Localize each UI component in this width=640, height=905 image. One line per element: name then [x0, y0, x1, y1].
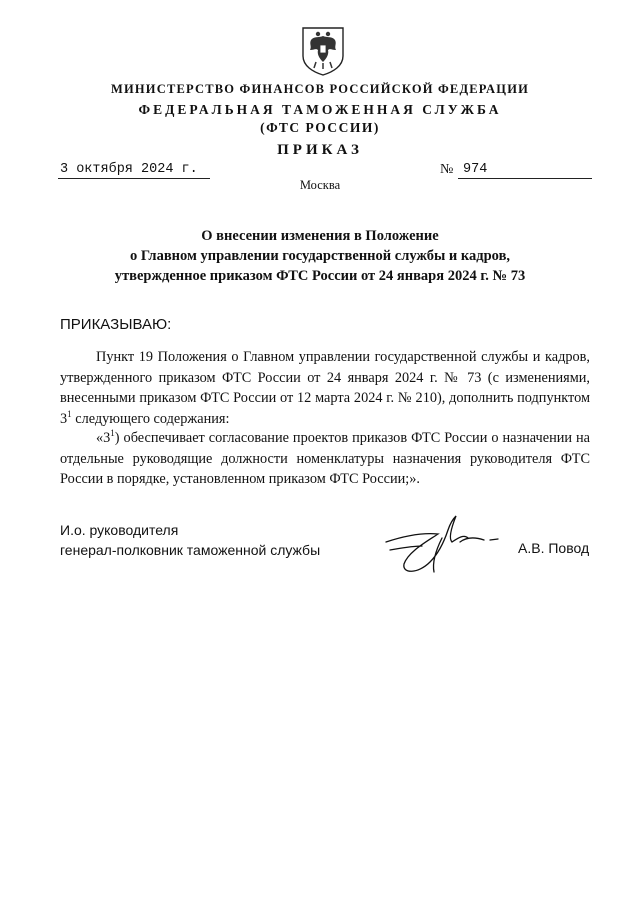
- paragraph-1-text: Пункт 19 Положения о Главном управлении государственной службы и кадров, утвержденного приказом ФТС России от 24 января 2024 г. № 73 (с изменениями, внесенными приказом ФТС России от 12 марта 2024 г. № 210), дополнить подпунктом 3: [60, 349, 590, 427]
- number-label: №: [440, 162, 454, 177]
- title-line-2: о Главном управлении государственной службы и кадров,: [129, 248, 511, 264]
- handwritten-signature: [378, 512, 503, 582]
- signer-position-line-2: генерал-полковник таможенной службы: [60, 542, 321, 558]
- signer-name: А.В. Повод: [518, 540, 590, 556]
- city: Москва: [299, 178, 341, 192]
- service-abbreviation: (ФТС РОССИИ): [260, 120, 380, 135]
- title-line-1: О внесении изменения в Положение: [201, 228, 439, 244]
- order-date: 3 октября 2024 г.: [60, 162, 198, 177]
- paragraph-1: [60, 347, 590, 429]
- ministry-heading: МИНИСТЕРСТВО ФИНАНСОВ РОССИЙСКОЙ ФЕДЕРАЦИИ: [110, 82, 530, 96]
- document-type: ПРИКАЗ: [277, 142, 363, 158]
- paragraph-2-text: ) обеспечивает согласование проектов приказов ФТС России о назначении на отдельные руководящие должности номенклатуры назначения руководителя ФТС России в порядке, установленном приказом ФТС России;».: [60, 430, 590, 487]
- paragraph-2: [60, 428, 590, 490]
- service-heading: ФЕДЕРАЛЬНАЯ ТАМОЖЕННАЯ СЛУЖБА: [138, 102, 502, 117]
- order-directive: ПРИКАЗЫВАЮ:: [60, 316, 172, 333]
- signer-position-line-1: И.о. руководителя: [60, 522, 179, 538]
- paragraph-1-tail: следующего содержания:: [71, 410, 230, 427]
- title-line-3: утвержденное приказом ФТС России от 24 января 2024 г. № 73: [114, 268, 526, 284]
- paragraph-2-superscript: 1: [110, 428, 115, 439]
- order-number: 974: [463, 162, 488, 177]
- order-title: [0, 226, 640, 286]
- paragraph-2-open: «3: [96, 430, 111, 446]
- paragraph-1-superscript: 1: [67, 408, 72, 419]
- coat-of-arms-icon: [300, 26, 346, 76]
